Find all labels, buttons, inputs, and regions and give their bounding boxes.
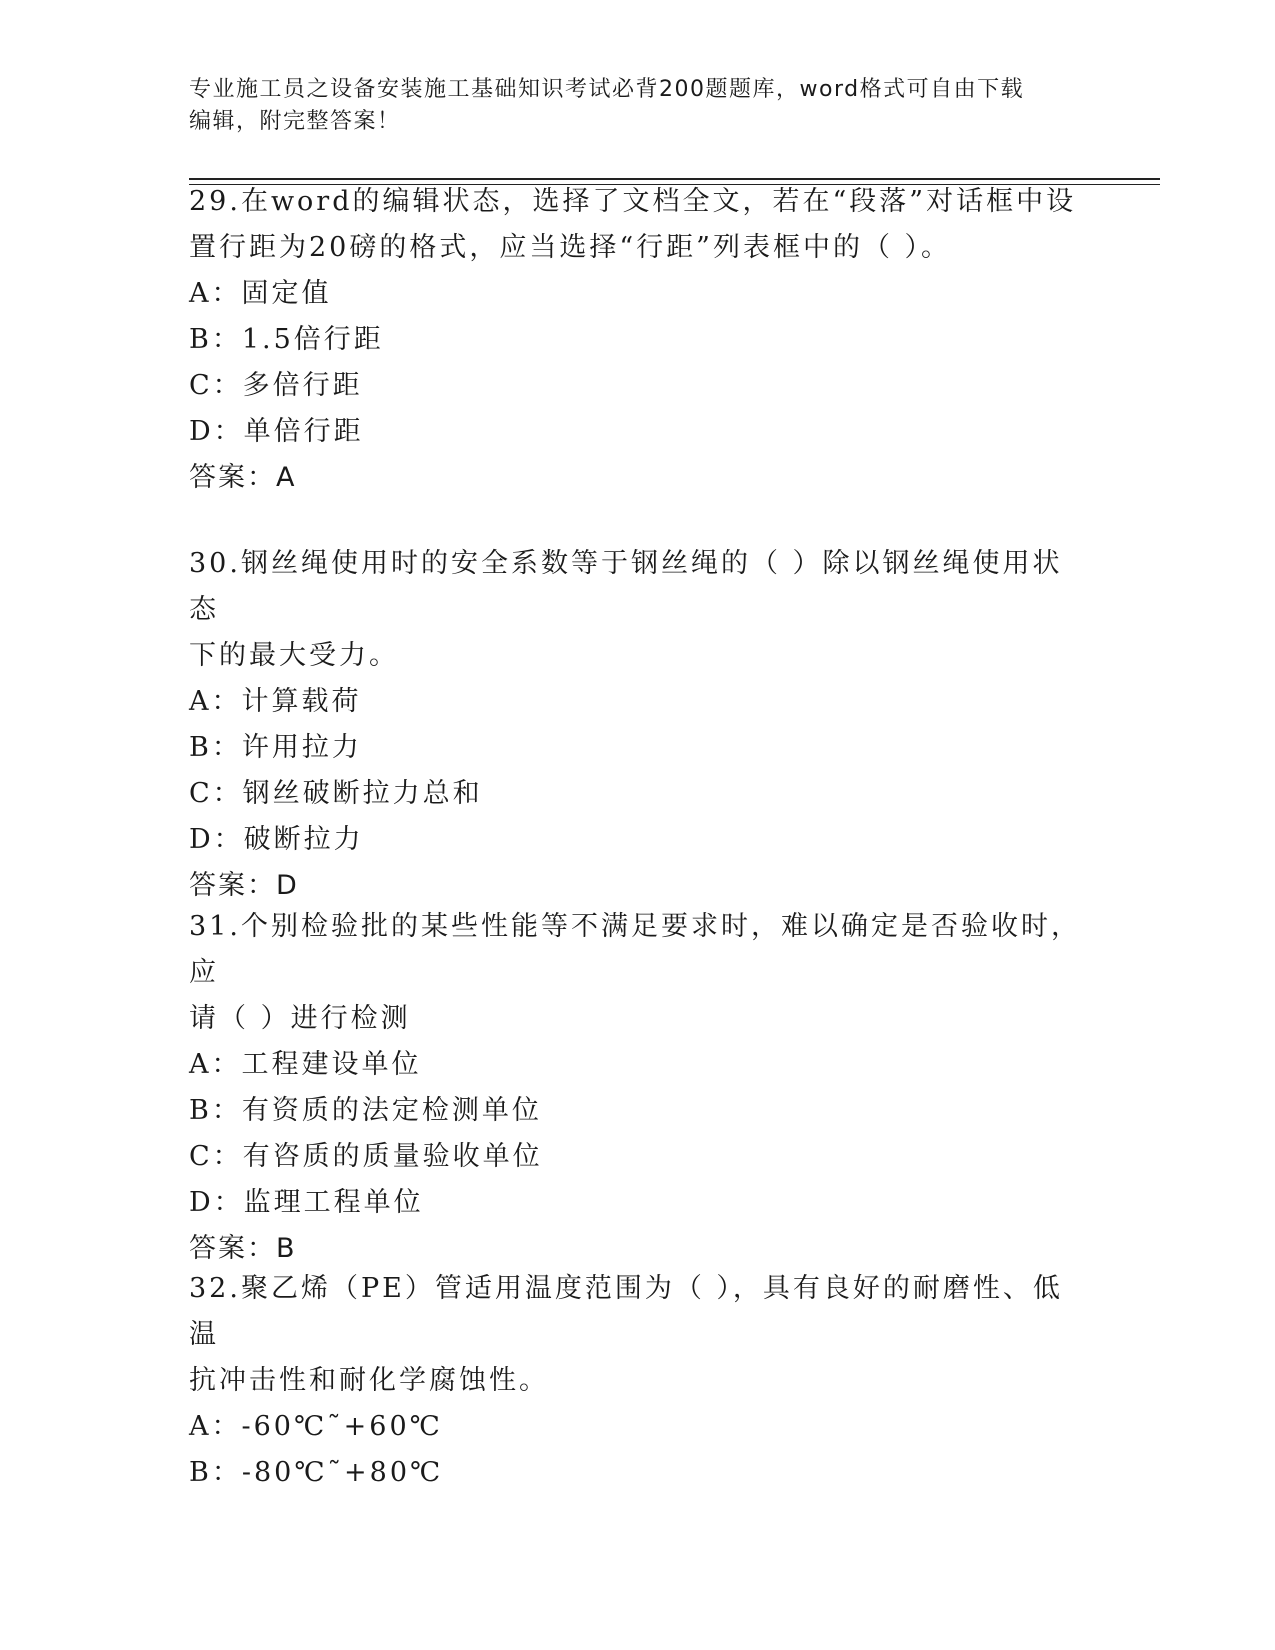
question-stem-line-1: 30.钢丝绳使用时的安全系数等于钢丝绳的（ ）除以钢丝绳使用状态 — [189, 548, 1063, 625]
question-stem-line-2: 置行距为20磅的格式，应当选择“行距”列表框中的（ ）。 — [189, 232, 952, 263]
answer: 答案：B — [189, 1233, 297, 1264]
question-stem-line-2: 抗冲击性和耐化学腐蚀性。 — [189, 1365, 549, 1396]
header-line-2: 编辑，附完整答案！ — [189, 109, 401, 134]
question-30 — [189, 541, 1089, 909]
option-d: D：破断拉力 — [189, 824, 364, 855]
question-stem-line-1: 31.个别检验批的某些性能等不满足要求时，难以确定是否验收时，应 — [189, 911, 1081, 988]
question-stem-line-1: 32.聚乙烯（PE）管适用温度范围为（ ），具有良好的耐磨性、低温 — [189, 1273, 1063, 1350]
option-c: C：钢丝破断拉力总和 — [189, 778, 483, 809]
option-b: B：-80℃˜+80℃ — [189, 1457, 444, 1488]
answer: 答案：D — [189, 870, 299, 901]
option-a: A：工程建设单位 — [189, 1049, 422, 1080]
option-a: A：-60℃˜+60℃ — [189, 1411, 443, 1442]
document-header — [189, 74, 1069, 138]
option-a: A：固定值 — [189, 278, 332, 309]
question-32 — [189, 1266, 1089, 1496]
option-d: D：单倍行距 — [189, 416, 364, 447]
question-29 — [189, 179, 1089, 501]
option-d: D：监理工程单位 — [189, 1187, 424, 1218]
question-stem-line-2: 请（ ）进行检测 — [189, 1003, 411, 1034]
question-stem-line-1: 29.在word的编辑状态，选择了文档全文，若在“段落”对话框中设 — [189, 186, 1077, 217]
header-line-1: 专业施工员之设备安装施工基础知识考试必背200题题库，word格式可自由下载 — [189, 77, 1025, 102]
option-c: C：有咨质的质量验收单位 — [189, 1141, 543, 1172]
option-b: B：1.5倍行距 — [189, 324, 384, 355]
option-b: B：许用拉力 — [189, 732, 362, 763]
option-b: B：有资质的法定检测单位 — [189, 1095, 542, 1126]
option-a: A：计算载荷 — [189, 686, 362, 717]
answer: 答案：A — [189, 462, 297, 493]
question-stem-line-2: 下的最大受力。 — [189, 640, 399, 671]
option-c: C：多倍行距 — [189, 370, 363, 401]
question-31 — [189, 904, 1089, 1272]
